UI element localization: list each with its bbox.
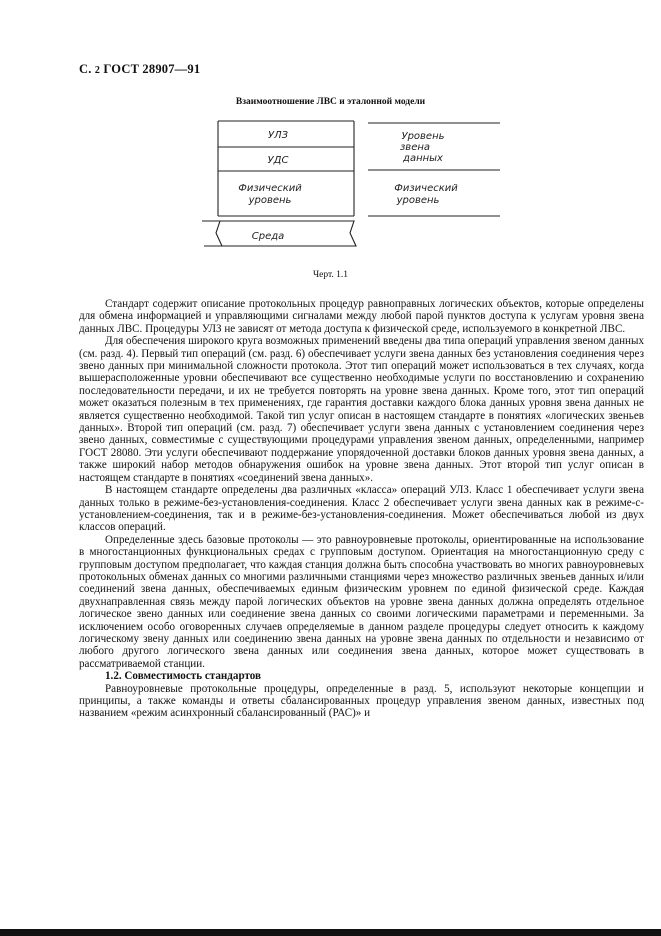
- figure-title: Взаимоотношение ЛВС и эталонной модели: [235, 97, 426, 107]
- layers-diagram: [190, 115, 510, 255]
- label-phys-right-2: уровень: [396, 195, 440, 206]
- body-text: [79, 298, 644, 720]
- page-number: 2: [94, 65, 101, 76]
- label-dl-3: данных: [403, 153, 443, 164]
- paragraph: Равноуровневые протокольные процедуры, определенные в разд. 5, используют некоторые концепции и принципы, а также команды и ответы сбалансированных процедур управления звеном данных, известных под названием «режим асинхронный сбалансированный (РАС)» и: [79, 682, 644, 720]
- label-dl-1: Уровень: [401, 131, 445, 142]
- label-dl-2: звена: [399, 142, 431, 153]
- label-phys-left-1: Физический: [238, 183, 302, 194]
- figure-caption: Черт. 1.1: [312, 270, 349, 280]
- standard-code: ГОСТ 28907—91: [103, 62, 201, 76]
- header-prefix: С.: [79, 62, 92, 76]
- label-ulz: УЛЗ: [267, 130, 289, 141]
- paragraph: Стандарт содержит описание протокольных процедур равноправных логических объектов, которые определены для обмена информацией и управляющими сигналами между любой парой пунктов доступа к услугам уровня звена данных ЛВС. Процедуры УЛЗ не зависят от метода доступа к физической среде, используемого в конкретной ЛВС.: [79, 298, 644, 335]
- medium-band-right-break: [338, 221, 356, 246]
- page-header: [79, 62, 200, 77]
- medium-band-left-break: [202, 221, 222, 246]
- label-phys-right-1: Физический: [394, 183, 458, 194]
- label-phys-left-2: уровень: [248, 195, 292, 206]
- page-bottom-edge: [0, 929, 661, 936]
- label-uds: УДС: [267, 155, 289, 166]
- paragraph: Определенные здесь базовые протоколы — это равноуровневые протоколы, ориентированные на использование в многостанционных функциональных средах с групповым доступом. Ориентация на многостанционную среду с групповым доступом предполагает, что каждая станция должна быть способна участвовать во многих равноуровневых протокольных обменах данных со многими различными станциями через множество различных звеньев данных и/или соединений звена данных, обеспечиваемых единым физическим уровнем по единой физической среде. Каждая двухнаправленная связь между парой логических объектов на уровне звена данных должна определять отдельное логическое звено данных или соединение звена данных со своими логическими параметрами и переменными. За исключением особо оговоренных случаев определяемые в данном разделе процедуры следует относить к каждому логическому звену данных или соединению звена данных на уровне звена данных по отдельности и независимо от любого другого логического звена данных или соединения звена данных, которое может существовать в рассматриваемой станции.: [79, 533, 644, 670]
- label-medium: Среда: [251, 231, 285, 242]
- paragraph: В настоящем стандарте определены два различных «класса» операций УЛЗ. Класс 1 обеспечивает услуги звена данных только в режиме-без-установления-соединения. Класс 2 обеспечивает услуги звена данных как в режиме-с-установлением-соединения, так и в режиме-без-установления-соединения. Может обеспечиваться любой из двух классов операций.: [79, 484, 644, 534]
- section-heading: 1.2. Совместимость стандартов: [105, 670, 262, 683]
- paragraph: Для обеспечения широкого круга возможных применений введены два типа операций управления звеном данных (см. разд. 4). Первый тип операций (см. разд. 6) обеспечивает услуги звена данных без установления соединения через звено данных при минимальной сложности протокола. Этот тип операций может использоваться в тех случаях, когда вышерасположенные уровни обеспечивают все существенно необходимые услуги по восстановлению и сохранению последовательности передачи, и их не требуется повторять на уровне звена данных. Кроме того, этот тип операций может оказаться полезным в тех применениях, где гарантия доставки каждого блока данных уровня звена данных не является существенно необходимой. Такой тип услуг описан в настоящем стандарте в понятиях «логических звеньев данных». Второй тип операций (см. разд. 7) обеспечивает услуги звена данных с установлением соединения через звено данных, совместимые с существующими процедурами управления звеном данных, определенными, например ГОСТ 28080. Эти услуги обеспечивают поддержание упорядоченной доставки блоков данных уровня звена данных, а также широкий набор методов обнаружения ошибок на уровне звена данных. Этот второй тип услуг описан в настоящем стандарте в понятиях «соединений звена данных».: [79, 335, 644, 484]
